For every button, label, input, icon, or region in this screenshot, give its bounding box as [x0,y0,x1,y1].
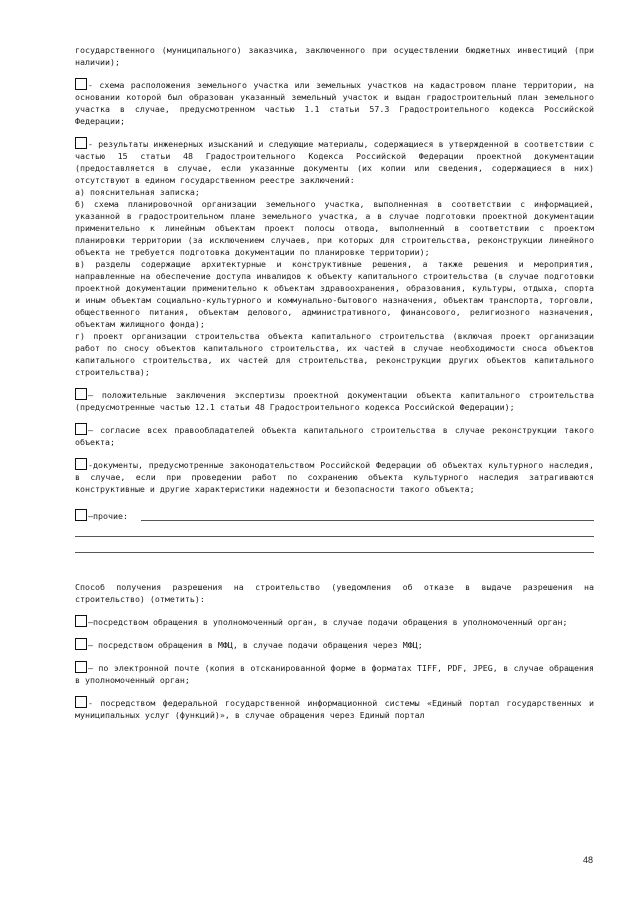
checklist-item-text: документы, предусмотренные законодательством Российской Федерации об объектах культурного наследия, в случае, если при проведении работ по сохранению объекта культурного наследия затрагиваются конструктивные и другие характеристики надежности и безопасности такого объекта; [75,460,594,494]
checklist-item-heritage: -документы, предусмотренные законодательством Российской Федерации об объектах культурного наследия, в случае, если при проведении работ по сохранению объекта культурного наследия затрагиваются конструктивные и другие характеристики надежности и безопасности такого объекта; [75,460,594,494]
checkbox[interactable] [75,509,87,521]
checklist-item-text: положительные заключения экспертизы проектной документации объекта капитального строительства (предусмотренные частью 12.1 статьи 48 Градостроительного кодекса Российской Федерации); [75,390,594,412]
other-input-line[interactable] [75,536,594,537]
method-option-text: посредством федеральной государственной информационной системы «Единый портал государственных и муниципальных услуг (функций)», в случае обращения через Единый портал [75,698,594,720]
intro-paragraph: государственного (муниципального) заказчика, заключенного при осуществлении бюджетных инвестиций (при наличии); [75,45,594,67]
subitem-v: в) разделы содержащие архитектурные и конструктивные решения, а также решения и мероприятия, направленные на обеспечение доступа инвалидов к объекту капитального строительства (в случае подготовки проектной документации применительно к объектам здравоохранения, образования, культуры, отдыха, спорта и иным объектам социально-культурного и коммунально-бытового назначения, объектам транспорта, торговли, общественного питания, объектам делового, административного, финансового, религиозного назначения, объектам жилищного фонда); [75,259,594,329]
checklist-item-other: –прочие: [75,509,594,559]
checkbox[interactable] [75,137,87,149]
other-input-line[interactable] [141,520,594,521]
checkbox[interactable] [75,423,87,435]
method-option-authority: –посредством обращения в уполномоченный орган, в случае подачи обращения в уполномоченный орган; [75,615,594,628]
checklist-item-text: результаты инженерных изысканий и следующие материалы, содержащиеся в утвержденной в соответствии с частью 15 статьи 48 Градостроительного Кодекса Российской Федерации проектной документации (предоставляется в случае, если указанные документы (их копии или сведения, содержащиеся в них) отсутствуют в едином государственном реестре заключений: [75,139,594,185]
checklist-item-text: схема расположения земельного участка или земельных участков на кадастровом плане территории, на основании которой был образован указанный земельный участок и выдан градостроительный план земельного участка в случае, предусмотренном частью 1.1 статьи 57.3 Градостроительного кодекса Российской Федерации; [75,80,594,126]
checklist-item-consent: – согласие всех правообладателей объекта капитального строительства в случае реконструкции такого объекта; [75,425,594,447]
checkbox[interactable] [75,661,87,673]
checklist-item-expertise: – положительные заключения экспертизы проектной документации объекта капитального строительства (предусмотренные частью 12.1 статьи 48 Градостроительного кодекса Российской Федерации); [75,390,594,412]
method-section [75,581,594,721]
checklist-item-text: согласие всех правообладателей объекта капитального строительства в случае реконструкции такого объекта; [75,425,594,447]
method-option-text: по электронной почте (копия в отсканированной форме в форматах TIFF, PDF, JPEG, в случае обращения в уполномоченный орган; [75,663,594,685]
checkbox[interactable] [75,388,87,400]
subitem-a: а) пояснительная записка; [75,187,200,197]
page-number: 48 [582,855,593,865]
checkbox[interactable] [75,78,87,90]
method-option-text: посредством обращения в МФЦ, в случае подачи обращения через МФЦ; [98,640,423,650]
method-title: Способ получения разрешения на строительство (уведомления об отказе в выдаче разрешения на строительство) (отметить): [75,582,594,604]
method-option-portal: - посредством федеральной государственной информационной системы «Единый портал государственных и муниципальных услуг (функций)», в случае обращения через Единый портал [75,698,594,720]
checkbox[interactable] [75,696,87,708]
other-input-line[interactable] [75,552,594,553]
checkbox[interactable] [75,638,87,650]
checkbox[interactable] [75,615,87,627]
checkbox[interactable] [75,458,87,470]
other-label: прочие: [93,511,128,521]
subitem-b: б) схема планировочной организации земельного участка, выполненная в соответствии с информацией, указанной в градостроительном плане земельного участка, а в случае подготовки проектной документации применительно к линейным объектам проект полосы отвода, выполненный в соответствии с проектом планировки территории (за исключением случаев, при которых для строительства, реконструкции линейного объекта не требуется подготовка документации по планировке территории); [75,199,594,257]
document-page [75,44,594,721]
method-option-text: посредством обращения в уполномоченный орган, в случае подачи обращения в уполномоченный орган; [93,617,568,627]
method-option-mfc: – посредством обращения в МФЦ, в случае подачи обращения через МФЦ; [75,638,594,651]
checklist-item-engineering: - результаты инженерных изысканий и следующие материалы, содержащиеся в утвержденной в соответствии с частью 15 статьи 48 Градостроительного Кодекса Российской Федерации проектной документации (предоставляется в случае, если указанные документы (их копии или сведения, содержащиеся в них) отсутствуют в едином государственном реестре заключений: а) пояснительная записка; б) схема планировочной организации земельного участка, выполненная в соответствии с информацией, указанной в градостроительном плане земельного участка, а в случае подготовки проектной документации применительно к линейным объектам проект полосы отвода, выполненный в соответствии с проектом планировки территории (за исключением случаев, при которых для строительства, реконструкции линейного объекта не требуется подготовка документации по планировке территории); в) разделы содержащие архитектурные и конструктивные решения, а также решения и мероприятия, направленные на обеспечение доступа инвалидов к объекту капитального строительства (в случае подготовки проектной документации применительно к объектам здравоохранения, образования, культуры, отдыха, спорта и иным объектам социально-культурного и коммунально-бытового назначения, объектам транспорта, торговли, общественного питания, объектам делового, административного, финансового, религиозного назначения, объектам жилищного фонда); г) проект организации строительства объекта капитального строительства (включая проект организации работ по сносу объектов капитального строительства, их частей в случае необходимости сноса объектов капитального строительства, их частей для строительства, реконструкции других объектов капитального строительства); [75,139,594,377]
checklist-item-scheme: - схема расположения земельного участка или земельных участков на кадастровом плане территории, на основании которой был образован указанный земельный участок и выдан градостроительный план земельного участка в случае, предусмотренном частью 1.1 статьи 57.3 Градостроительного кодекса Российской Федерации; [75,80,594,126]
subitem-g: г) проект организации строительства объекта капитального строительства (включая проект организации работ по сносу объектов капитального строительства, их частей в случае необходимости сноса объектов капитального строительства, их частей для строительства, реконструкции других объектов капитального строительства); [75,331,594,377]
method-option-email: – по электронной почте (копия в отсканированной форме в форматах TIFF, PDF, JPEG, в случае обращения в уполномоченный орган; [75,663,594,685]
